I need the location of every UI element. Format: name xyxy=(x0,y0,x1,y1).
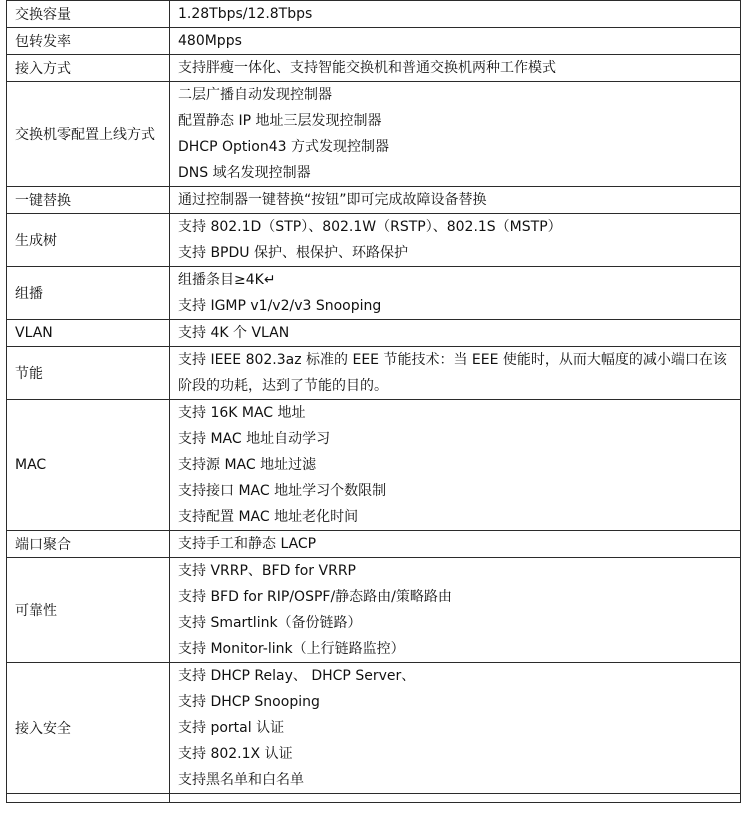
row-values xyxy=(170,267,741,320)
value-line: 支持接口 MAC 地址学习个数限制 xyxy=(178,483,387,499)
value-line: 支持 BFD for RIP/OSPF/静态路由/策略路由 xyxy=(178,589,452,605)
value-line: 支持手工和静态 LACP xyxy=(178,536,317,552)
value-line: 支持黑名单和白名单 xyxy=(178,772,304,788)
empty-cell xyxy=(7,794,170,803)
value-line: 支持配置 MAC 地址老化时间 xyxy=(178,509,359,525)
table-row xyxy=(7,663,741,794)
row-label: MAC xyxy=(7,400,170,531)
value-line: 支持 IGMP v1/v2/v3 Snooping xyxy=(178,298,382,314)
row-label: 端口聚合 xyxy=(7,531,170,558)
value-line: 480Mpps xyxy=(178,33,242,49)
table-row-continuation xyxy=(7,794,741,803)
row-label: 交换机零配置上线方式 xyxy=(7,82,170,187)
row-label: 可靠性 xyxy=(7,558,170,663)
row-label: 接入方式 xyxy=(7,55,170,82)
row-values xyxy=(170,663,741,794)
table-row xyxy=(7,82,741,187)
value-line: 支持 Monitor-link（上行链路监控） xyxy=(178,641,405,657)
row-values xyxy=(170,55,741,82)
value-line: 支持 DHCP Snooping xyxy=(178,694,320,710)
spec-table xyxy=(6,0,741,803)
value-line: 支持 802.1X 认证 xyxy=(178,746,293,762)
table-row xyxy=(7,558,741,663)
value-line: 支持 MAC 地址自动学习 xyxy=(178,431,331,447)
table-row xyxy=(7,214,741,267)
row-label: 节能 xyxy=(7,347,170,400)
row-values xyxy=(170,347,741,400)
table-row xyxy=(7,347,741,400)
value-line: 配置静态 IP 地址三层发现控制器 xyxy=(178,113,382,129)
value-line: DNS 域名发现控制器 xyxy=(178,165,311,181)
value-line: 支持胖瘦一体化、支持智能交换机和普通交换机两种工作模式 xyxy=(178,60,556,76)
value-line: 支持 VRRP、BFD for VRRP xyxy=(178,563,356,579)
row-values xyxy=(170,400,741,531)
row-values xyxy=(170,187,741,214)
value-line: 支持源 MAC 地址过滤 xyxy=(178,457,317,473)
value-line: 二层广播自动发现控制器 xyxy=(178,87,332,103)
row-values xyxy=(170,1,741,28)
row-values xyxy=(170,531,741,558)
row-label: 一键替换 xyxy=(7,187,170,214)
value-line: 支持 802.1D（STP）、802.1W（RSTP）、802.1S（MSTP） xyxy=(178,219,562,235)
row-values xyxy=(170,320,741,347)
value-line: 支持 16K MAC 地址 xyxy=(178,405,306,421)
value-line: 支持 portal 认证 xyxy=(178,720,285,736)
row-label: 交换容量 xyxy=(7,1,170,28)
value-line: 组播条目≥4K↵ xyxy=(178,272,276,288)
table-row xyxy=(7,531,741,558)
value-line: 支持 4K 个 VLAN xyxy=(178,325,290,341)
row-values xyxy=(170,82,741,187)
value-line: 通过控制器一键替换“按钮”即可完成故障设备替换 xyxy=(178,192,487,208)
row-label: 包转发率 xyxy=(7,28,170,55)
row-values xyxy=(170,28,741,55)
row-label: 组播 xyxy=(7,267,170,320)
table-row xyxy=(7,28,741,55)
value-line: 支持 IEEE 802.3az 标准的 EEE 节能技术：当 EEE 使能时，从而大幅度的减小端口在该阶段的功耗，达到了节能的目的。 xyxy=(178,352,727,394)
table-row xyxy=(7,1,741,28)
value-line: 支持 BPDU 保护、根保护、环路保护 xyxy=(178,245,408,261)
row-values xyxy=(170,558,741,663)
value-line: 支持 DHCP Relay、 DHCP Server、 xyxy=(178,668,416,684)
row-label: 生成树 xyxy=(7,214,170,267)
table-row xyxy=(7,187,741,214)
table-row xyxy=(7,400,741,531)
value-line: DHCP Option43 方式发现控制器 xyxy=(178,139,389,155)
row-label: VLAN xyxy=(7,320,170,347)
value-line: 支持 Smartlink（备份链路） xyxy=(178,615,362,631)
row-label: 接入安全 xyxy=(7,663,170,794)
table-row xyxy=(7,55,741,82)
value-line: 1.28Tbps/12.8Tbps xyxy=(178,6,313,22)
table-row xyxy=(7,267,741,320)
table-row xyxy=(7,320,741,347)
empty-cell xyxy=(170,794,741,803)
row-values xyxy=(170,214,741,267)
